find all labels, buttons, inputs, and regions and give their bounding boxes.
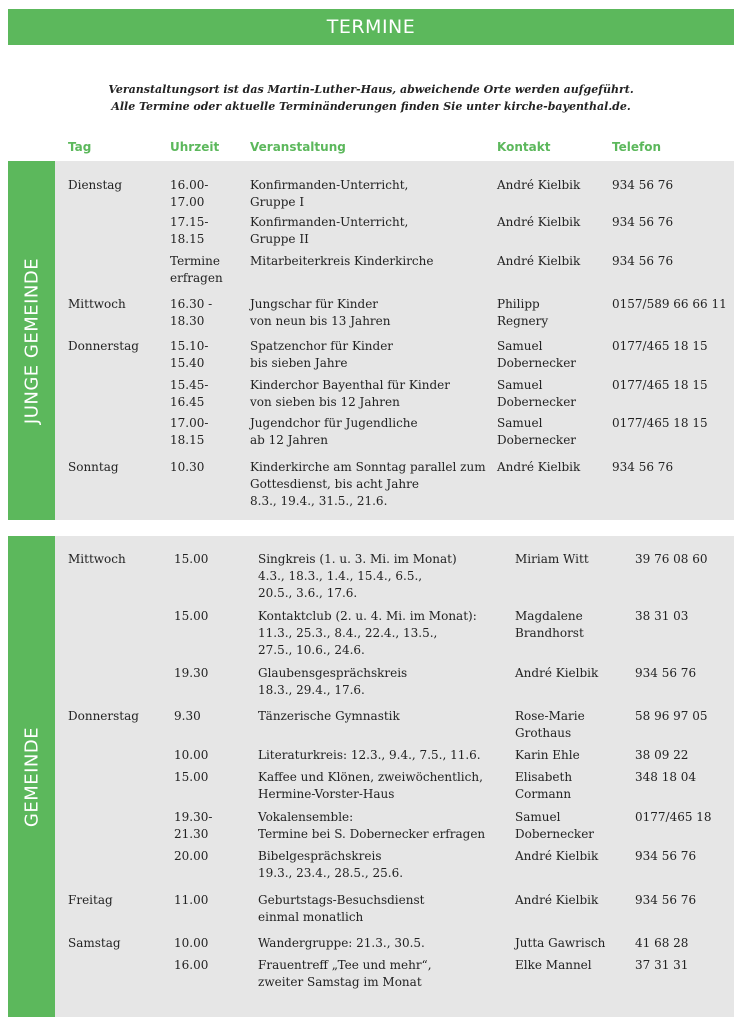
row-event: Kinderkirche am Sonntag parallel zum Gottesdienst, bis acht Jahre 8.3., 19.4., 31.5., 21.6. xyxy=(250,460,486,508)
row-time: 16.00- 17.00 xyxy=(170,178,209,209)
row-contact: Magdalene Brandhorst xyxy=(515,609,584,640)
row-time: 15.00 xyxy=(174,609,209,623)
row-phone: 39 76 08 60 xyxy=(635,552,708,566)
row-phone: 934 56 76 xyxy=(612,178,674,192)
section-label: JUNGE GEMEINDE xyxy=(21,257,42,424)
row-event: Konfirmanden-Unterricht, Gruppe II xyxy=(250,215,409,246)
row-event: Konfirmanden-Unterricht, Gruppe I xyxy=(250,178,409,209)
row-contact: Elisabeth Cormann xyxy=(515,770,573,801)
row-event: Literaturkreis: 12.3., 9.4., 7.5., 11.6. xyxy=(258,748,481,762)
row-contact: Miriam Witt xyxy=(515,552,589,566)
row-event: Glaubensgesprächskreis 18.3., 29.4., 17.6. xyxy=(258,666,408,697)
intro-text xyxy=(0,81,742,115)
row-event: Mitarbeiterkreis Kinderkirche xyxy=(250,254,434,268)
row-phone: 934 56 76 xyxy=(612,460,674,474)
row-phone: 0177/465 18 15 xyxy=(612,378,708,392)
row-event: Kinderchor Bayenthal für Kinder von sieben bis 12 Jahren xyxy=(250,378,450,409)
row-phone: 41 68 28 xyxy=(635,936,689,950)
row-phone: 38 09 22 xyxy=(635,748,689,762)
column-header-contact: Kontakt xyxy=(497,140,551,154)
row-time: 16.00 xyxy=(174,958,209,972)
row-phone: 0177/465 18 15 xyxy=(612,339,708,353)
row-phone: 37 31 31 xyxy=(635,958,689,972)
row-event: Frauentreff „Tee und mehr“, zweiter Samstag im Monat xyxy=(258,958,432,989)
row-contact: André Kielbik xyxy=(497,178,581,192)
row-time: 11.00 xyxy=(174,893,209,907)
row-contact: Samuel Dobernecker xyxy=(497,378,577,409)
row-time: 17.15- 18.15 xyxy=(170,215,209,246)
row-event: Bibelgesprächskreis 19.3., 23.4., 28.5., 25.6. xyxy=(258,849,404,880)
section-tab xyxy=(8,161,55,520)
row-contact: Philipp Regnery xyxy=(497,297,549,328)
row-time: Termine erfragen xyxy=(170,254,223,285)
row-event: Vokalensemble: Termine bei S. Dobernecker erfragen xyxy=(258,810,486,841)
row-time: 10.00 xyxy=(174,936,209,950)
row-event: Jungschar für Kinder von neun bis 13 Jahren xyxy=(250,297,391,328)
row-phone: 0157/589 66 66 11 xyxy=(612,297,727,311)
row-phone: 934 56 76 xyxy=(635,893,697,907)
row-phone: 0177/465 18 xyxy=(635,810,712,824)
row-event: Kontaktclub (2. u. 4. Mi. im Monat): 11.3., 25.3., 8.4., 22.4., 13.5., 27.5., 10.6., 24.6. xyxy=(258,609,477,657)
section-tab xyxy=(8,536,55,1017)
row-day: Samstag xyxy=(68,936,121,950)
row-contact: Elke Mannel xyxy=(515,958,592,972)
row-event: Jugendchor für Jugendliche ab 12 Jahren xyxy=(250,416,418,447)
row-time: 15.45- 16.45 xyxy=(170,378,209,409)
row-time: 15.10- 15.40 xyxy=(170,339,209,370)
column-header-day: Tag xyxy=(68,140,92,154)
row-phone: 934 56 76 xyxy=(612,254,674,268)
row-time: 15.00 xyxy=(174,770,209,784)
row-time: 9.30 xyxy=(174,709,201,723)
row-day: Donnerstag xyxy=(68,339,139,353)
row-day: Freitag xyxy=(68,893,113,907)
row-contact: Rose-Marie Grothaus xyxy=(515,709,585,740)
row-phone: 934 56 76 xyxy=(635,666,697,680)
row-time: 17.00- 18.15 xyxy=(170,416,209,447)
row-day: Dienstag xyxy=(68,178,123,192)
row-contact: Karin Ehle xyxy=(515,748,580,762)
row-event: Singkreis (1. u. 3. Mi. im Monat) 4.3., 18.3., 1.4., 15.4., 6.5., 20.5., 3.6., 17.6. xyxy=(258,552,457,600)
row-contact: André Kielbik xyxy=(497,215,581,229)
row-phone: 934 56 76 xyxy=(635,849,697,863)
row-time: 20.00 xyxy=(174,849,209,863)
intro-line-1: Veranstaltungsort ist das Martin-Luther-Haus, abweichende Orte werden aufgeführt. xyxy=(108,83,634,96)
column-header-time: Uhrzeit xyxy=(170,140,220,154)
row-event: Spatzenchor für Kinder bis sieben Jahre xyxy=(250,339,394,370)
row-event: Wandergruppe: 21.3., 30.5. xyxy=(258,936,425,950)
column-header-phone: Telefon xyxy=(612,140,661,154)
row-event: Tänzerische Gymnastik xyxy=(258,709,400,723)
row-time: 15.00 xyxy=(174,552,209,566)
row-event: Geburtstags-Besuchsdienst einmal monatlich xyxy=(258,893,425,924)
row-contact: André Kielbik xyxy=(497,254,581,268)
column-header-event: Veranstaltung xyxy=(250,140,346,154)
row-time: 10.00 xyxy=(174,748,209,762)
page-title: TERMINE xyxy=(8,9,734,45)
row-contact: André Kielbik xyxy=(497,460,581,474)
row-day: Mittwoch xyxy=(68,297,126,311)
row-phone: 38 31 03 xyxy=(635,609,689,623)
row-time: 19.30 xyxy=(174,666,209,680)
row-day: Mittwoch xyxy=(68,552,126,566)
row-event: Kaffee und Klönen, zweiwöchentlich, Hermine-Vorster-Haus xyxy=(258,770,483,801)
row-phone: 58 96 97 05 xyxy=(635,709,708,723)
section-label: GEMEINDE xyxy=(21,726,42,827)
row-contact: André Kielbik xyxy=(515,849,599,863)
row-contact: André Kielbik xyxy=(515,893,599,907)
row-phone: 0177/465 18 15 xyxy=(612,416,708,430)
row-contact: André Kielbik xyxy=(515,666,599,680)
row-contact: Jutta Gawrisch xyxy=(515,936,606,950)
row-contact: Samuel Dobernecker xyxy=(497,339,577,370)
row-phone: 348 18 04 xyxy=(635,770,697,784)
row-day: Sonntag xyxy=(68,460,119,474)
intro-line-2: Alle Termine oder aktuelle Terminänderungen finden Sie unter kirche-bayenthal.de. xyxy=(111,100,631,113)
row-time: 16.30 - 18.30 xyxy=(170,297,213,328)
row-time: 10.30 xyxy=(170,460,205,474)
row-phone: 934 56 76 xyxy=(612,215,674,229)
row-day: Donnerstag xyxy=(68,709,139,723)
row-contact: Samuel Dobernecker xyxy=(515,810,595,841)
row-contact: Samuel Dobernecker xyxy=(497,416,577,447)
row-time: 19.30- 21.30 xyxy=(174,810,213,841)
